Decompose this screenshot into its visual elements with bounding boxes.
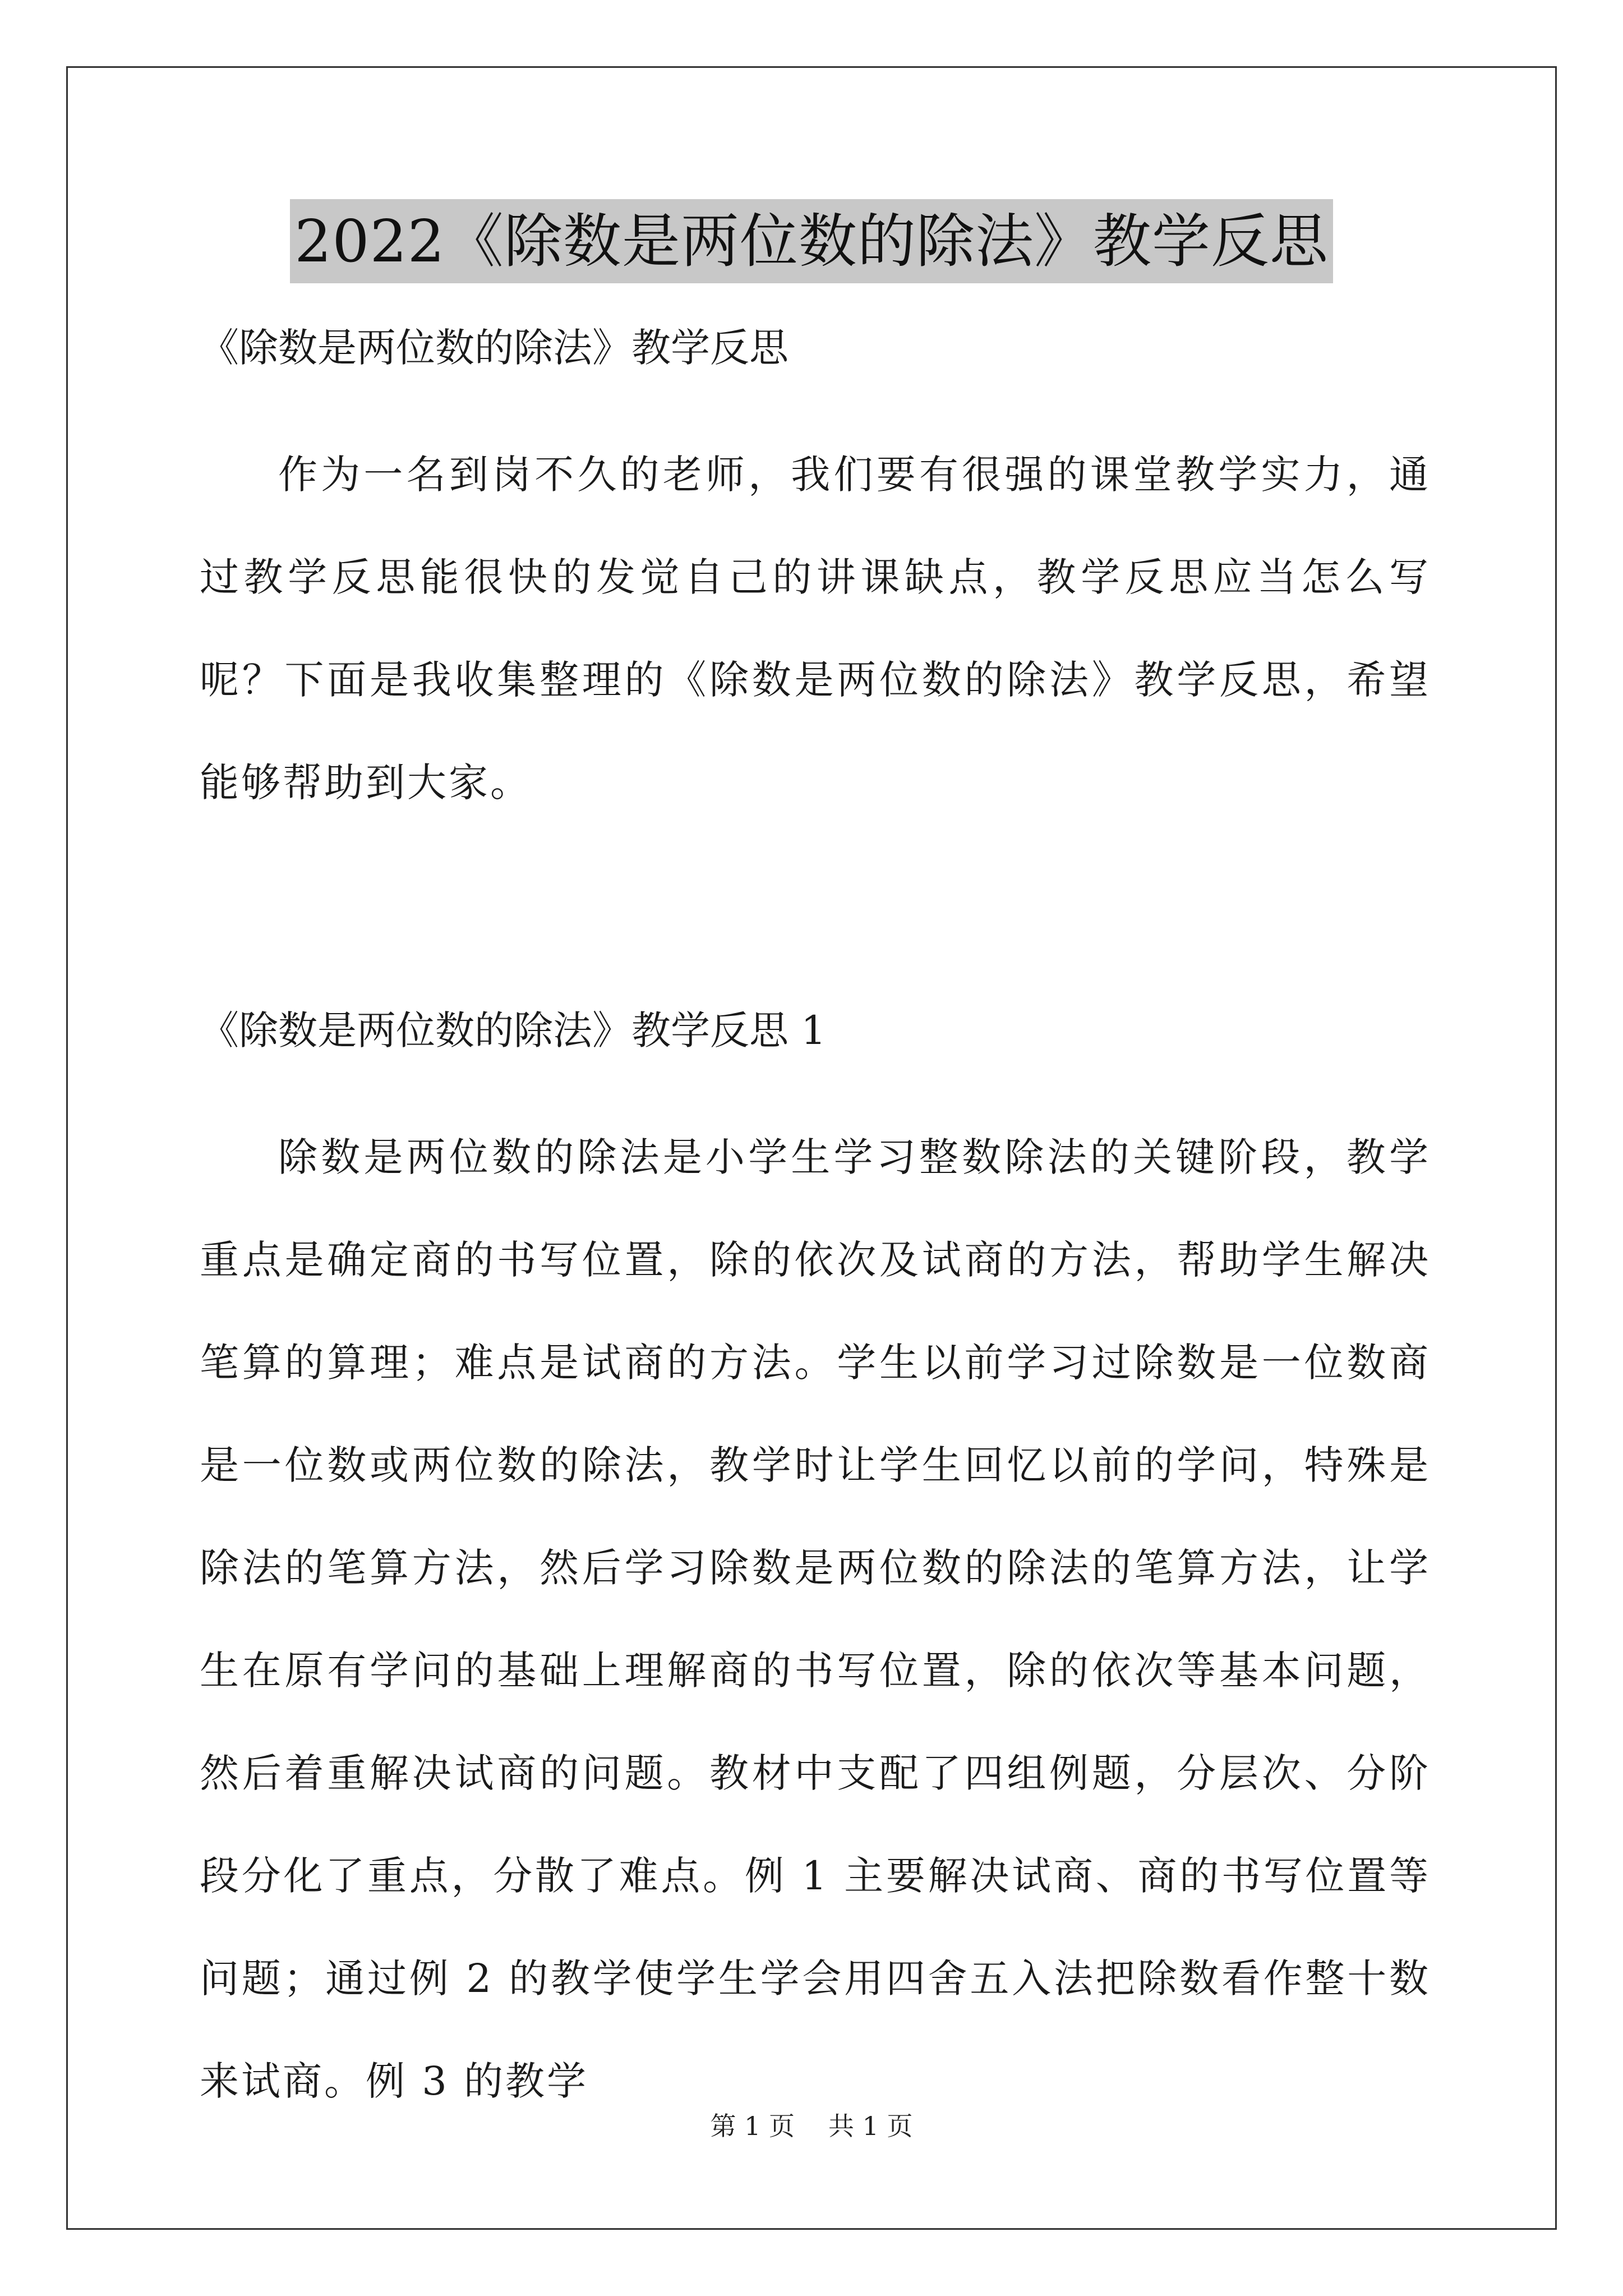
title-container	[0, 199, 1623, 283]
document-title: 2022《除数是两位数的除法》教学反思	[290, 199, 1333, 283]
document-body	[200, 314, 1431, 2133]
intro-heading: 《除数是两位数的除法》教学反思	[200, 325, 789, 371]
page-total: 共 1 页	[828, 2111, 913, 2141]
section-1-heading: 《除数是两位数的除法》教学反思 1	[200, 1007, 826, 1053]
section-1-paragraph: 除数是两位数的除法是小学生学习整数除法的关键阶段，教学重点是确定商的书写位置，除的依次及试商的方法，帮助学生解决笔算的算理；难点是试商的方法。学生以前学习过除数是一位数商是一位数或两位数的除法，教学时让学生回忆以前的学问，特殊是除法的笔算方法，然后学习除数是两位数的除法的笔算方法，让学生在原有学问的基础上理解商的书写位置，除的依次等基本问题，然后着重解决试商的问题。教材中支配了四组例题，分层次、分阶段分化了重点，分散了难点。例 1 主要解决试商、商的书写位置等问题；通过例 2 的教学使学生学会用四舍五入法把除数看作整十数来试商。例 3 的教学	[200, 1134, 1431, 2104]
page-number: 第 1 页	[710, 2111, 795, 2141]
page-footer	[0, 2109, 1623, 2143]
intro-paragraph: 作为一名到岗不久的老师，我们要有很强的课堂教学实力，通过教学反思能很快的发觉自己的讲课缺点，教学反思应当怎么写呢？下面是我收集整理的《除数是两位数的除法》教学反思，希望能够帮助到大家。	[200, 452, 1431, 806]
